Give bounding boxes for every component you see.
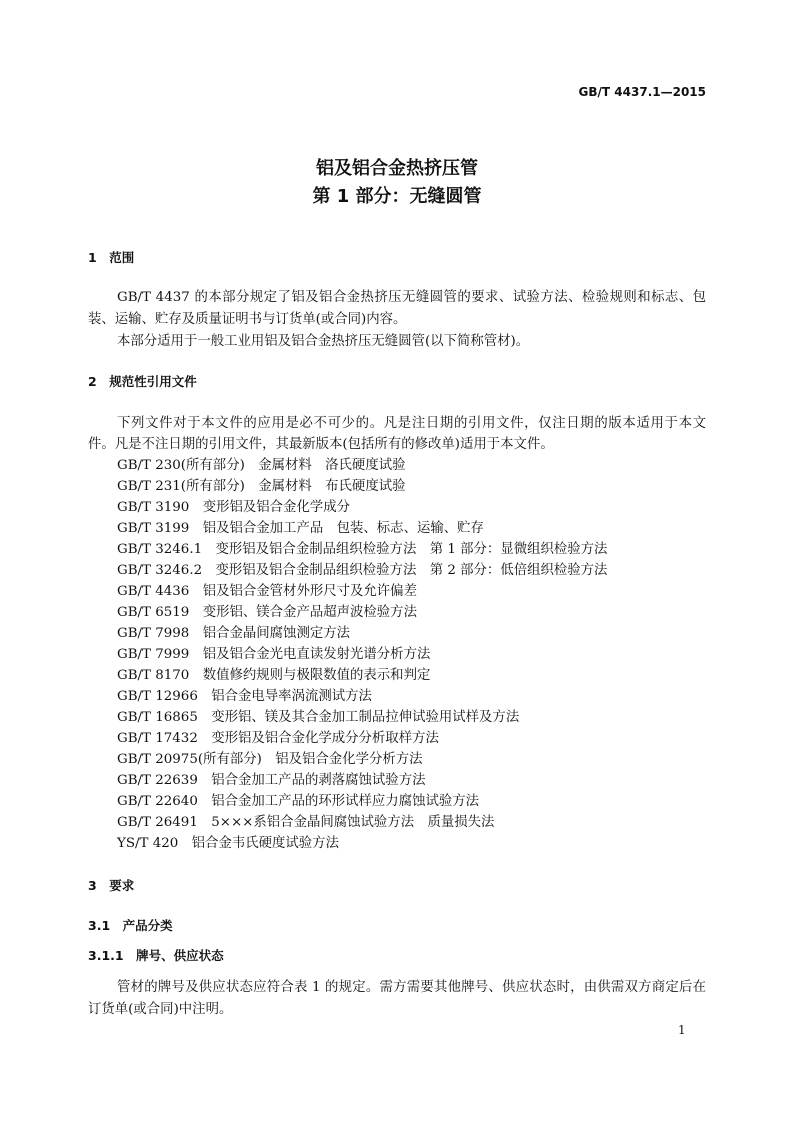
section-3-1-1-heading: 3.1.1 牌号、供应状态 xyxy=(88,948,224,963)
reference-item: GB/T 3246.1 变形铝及铝合金制品组织检验方法 第 1 部分：显微组织检验方法 xyxy=(117,542,608,557)
reference-item: GB/T 22639 铝合金加工产品的剥落腐蚀试验方法 xyxy=(117,773,426,788)
reference-item: GB/T 20975(所有部分) 铝及铝合金化学分析方法 xyxy=(117,752,423,767)
reference-item: GB/T 12966 铝合金电导率涡流测试方法 xyxy=(117,689,372,704)
paragraph-line: 下列文件对于本文件的应用是必不可少的。凡是注日期的引用文件，仅注日期的版本适用于本文 xyxy=(117,416,706,431)
reference-item: GB/T 3246.2 变形铝及铝合金制品组织检验方法 第 2 部分：低倍组织检验方法 xyxy=(117,563,608,578)
paragraph-line: 装、运输、贮存及质量证明书与订货单(或合同)内容。 xyxy=(88,312,407,327)
section-2-heading: 2 规范性引用文件 xyxy=(88,374,197,389)
reference-item: GB/T 3199 铝及铝合金加工产品 包装、标志、运输、贮存 xyxy=(117,521,484,536)
section-3-heading: 3 要求 xyxy=(88,878,135,893)
document-subtitle: 第 1 部分：无缝圆管 xyxy=(312,186,482,207)
paragraph-line: 管材的牌号及供应状态应符合表 1 的规定。需方需要其他牌号、供应状态时，由供需双方商定后在 xyxy=(117,980,706,995)
reference-item: GB/T 22640 铝合金加工产品的环形试样应力腐蚀试验方法 xyxy=(117,794,480,809)
section-3-1-heading: 3.1 产品分类 xyxy=(88,918,173,933)
reference-item: GB/T 4436 铝及铝合金管材外形尺寸及允许偏差 xyxy=(117,584,417,599)
paragraph-line: 件。凡是不注日期的引用文件，其最新版本(包括所有的修改单)适用于本文件。 xyxy=(88,437,554,452)
reference-item: GB/T 231(所有部分) 金属材料 布氏硬度试验 xyxy=(117,479,406,494)
reference-item: GB/T 8170 数值修约规则与极限数值的表示和判定 xyxy=(117,668,431,683)
paragraph-line: GB/T 4437 的本部分规定了铝及铝合金热挤压无缝圆管的要求、试验方法、检验规则和标志、包 xyxy=(117,290,706,305)
reference-item: GB/T 26491 5×××系铝合金晶间腐蚀试验方法 质量损失法 xyxy=(117,815,495,830)
paragraph: 本部分适用于一般工业用铝及铝合金热挤压无缝圆管(以下简称管材)。 xyxy=(117,334,530,349)
paragraph-line: 订货单(或合同)中注明。 xyxy=(88,1002,233,1017)
reference-item: YS/T 420 铝合金韦氏硬度试验方法 xyxy=(117,836,339,851)
page-number: 1 xyxy=(678,1023,686,1037)
reference-item: GB/T 7999 铝及铝合金光电直读发射光谱分析方法 xyxy=(117,647,431,662)
reference-item: GB/T 16865 变形铝、镁及其合金加工制品拉伸试验用试样及方法 xyxy=(117,710,520,725)
document-title: 铝及铝合金热挤压管 xyxy=(316,158,478,179)
standard-number: GB/T 4437.1—2015 xyxy=(578,85,706,99)
reference-item: GB/T 6519 变形铝、镁合金产品超声波检验方法 xyxy=(117,605,417,620)
reference-item: GB/T 7998 铝合金晶间腐蚀测定方法 xyxy=(117,626,351,641)
reference-item: GB/T 17432 变形铝及铝合金化学成分分析取样方法 xyxy=(117,731,439,746)
reference-item: GB/T 3190 变形铝及铝合金化学成分 xyxy=(117,500,351,515)
reference-item: GB/T 230(所有部分) 金属材料 洛氏硬度试验 xyxy=(117,458,406,473)
section-1-heading: 1 范围 xyxy=(88,250,135,265)
